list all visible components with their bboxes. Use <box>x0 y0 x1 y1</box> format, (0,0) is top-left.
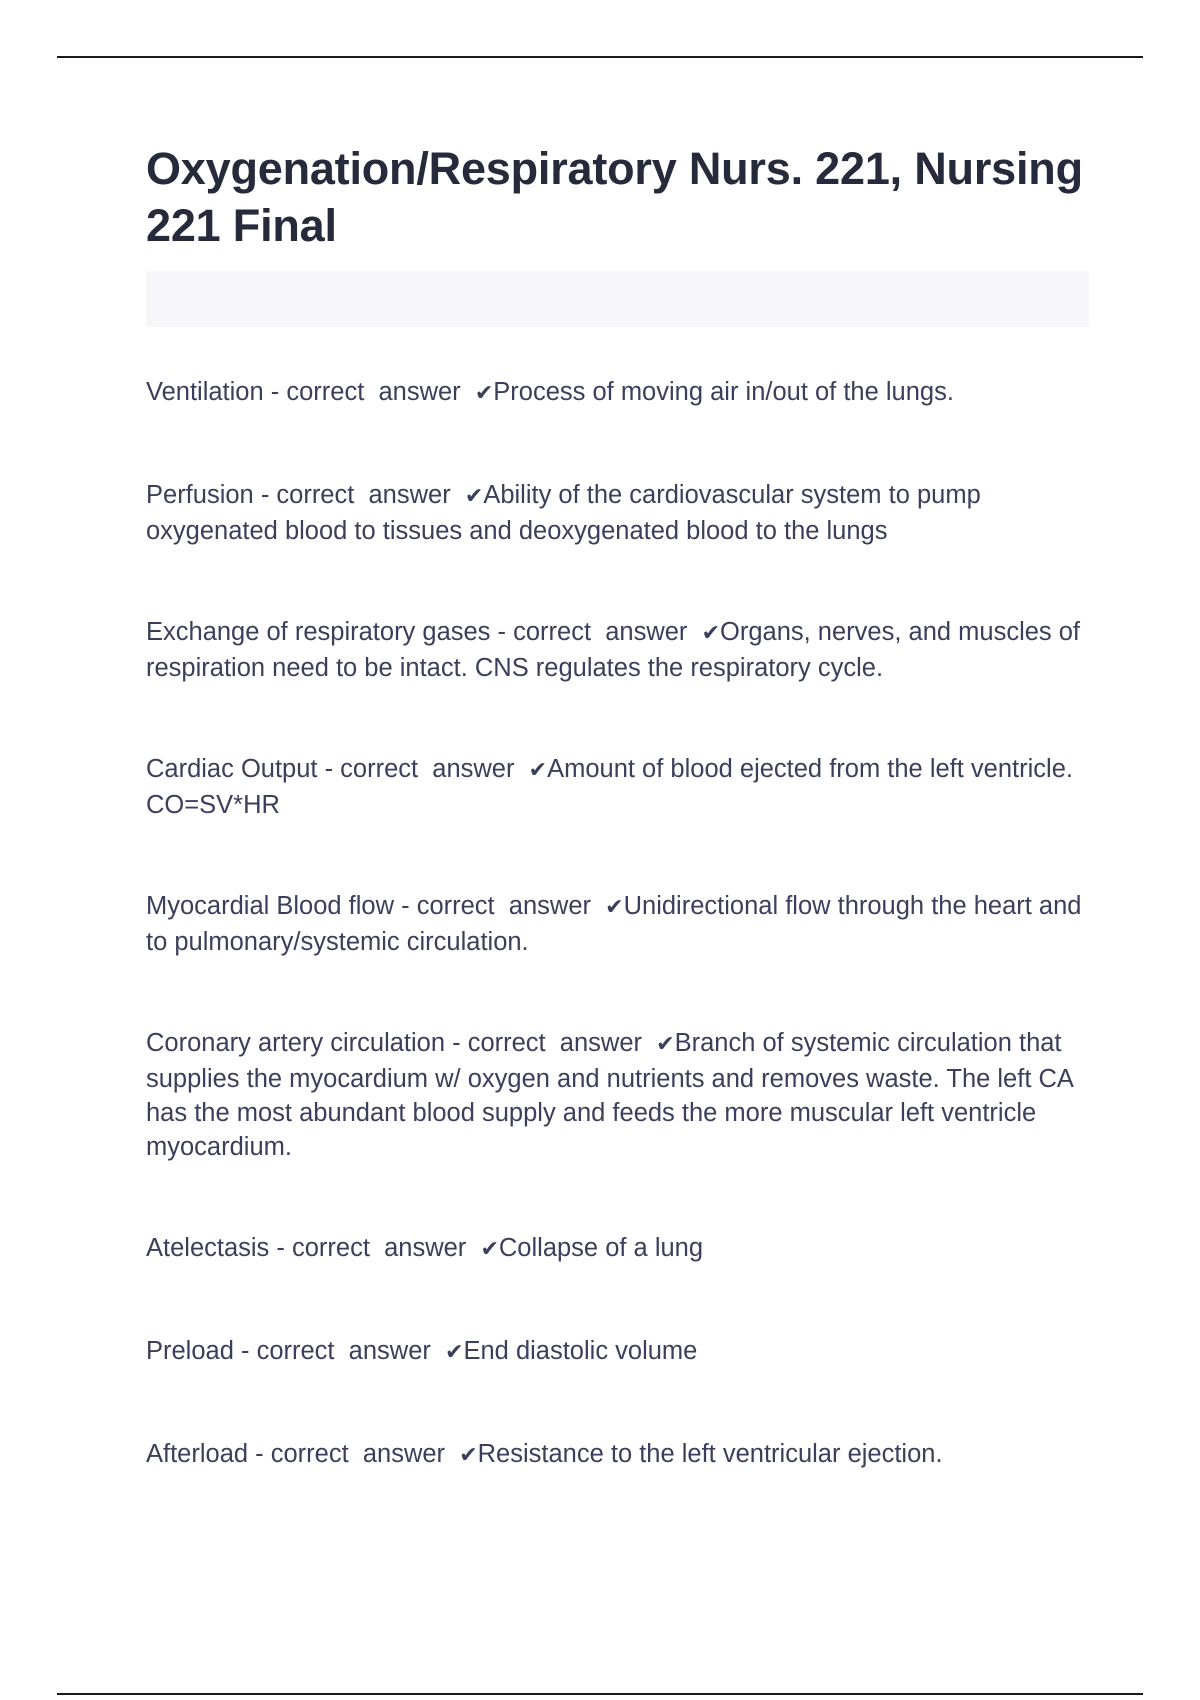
checkmark-icon: ✔ <box>445 1340 464 1365</box>
qa-term: Perfusion <box>146 481 254 509</box>
qa-term: Myocardial Blood flow <box>146 892 395 920</box>
qa-definition: Amount of blood ejected from the left ventricle. CO=SV*HR <box>146 755 1073 819</box>
checkmark-icon: ✔ <box>701 621 721 646</box>
checkmark-icon: ✔ <box>464 484 484 509</box>
qa-term: Exchange of respiratory gases <box>146 618 491 646</box>
qa-definition: Ability of the cardiovascular system to pump oxygenated blood to tissues and deoxygenated blood to the lungs <box>146 481 981 545</box>
qa-separator: - correct answer <box>445 1029 657 1057</box>
checkmark-icon: ✔ <box>474 381 494 406</box>
qa-definition: Collapse of a lung <box>498 1234 704 1262</box>
qa-term: Cardiac Output <box>146 755 318 783</box>
qa-term: Coronary artery circulation <box>146 1029 446 1057</box>
document-content <box>146 140 1092 1540</box>
qa-separator: - correct answer <box>269 1234 481 1262</box>
checkmark-icon: ✔ <box>605 895 624 920</box>
bottom-divider <box>57 1693 1143 1695</box>
qa-separator: - correct answer <box>490 618 702 646</box>
checkmark-icon: ✔ <box>459 1443 478 1468</box>
qa-definition: Branch of systemic circulation that supplies the myocardium w/ oxygen and nutrients and removes waste. The left CA has the most abundant blood supply and feeds the more muscular left ventricle myocardium. <box>146 1029 1073 1161</box>
qa-item-preload <box>146 1334 1092 1370</box>
qa-definition: Process of moving air in/out of the lungs. <box>493 378 954 406</box>
qa-separator: - correct answer <box>263 378 475 406</box>
qa-item-afterload <box>146 1437 1092 1473</box>
qa-term: Preload <box>146 1337 234 1365</box>
checkmark-icon: ✔ <box>656 1032 675 1057</box>
qa-item-exchange-of-respiratory-gases <box>146 615 1092 685</box>
qa-definition: Organs, nerves, and muscles of respiration need to be intact. CNS regulates the respiratory cycle. <box>146 618 1081 682</box>
qa-separator: - correct answer <box>248 1440 460 1468</box>
qa-item-ventilation <box>146 375 1092 411</box>
qa-definition: Unidirectional flow through the heart and to pulmonary/systemic circulation. <box>146 892 1082 956</box>
qa-definition: End diastolic volume <box>463 1337 698 1365</box>
qa-item-cardiac-output <box>146 752 1092 822</box>
checkmark-icon: ✔ <box>528 758 548 783</box>
qa-separator: - correct answer <box>233 1337 446 1365</box>
title-banner-box <box>146 271 1089 327</box>
document-title: Oxygenation/Respiratory Nurs. 221, Nursing 221 Final <box>146 143 1083 251</box>
qa-term: Ventilation <box>146 378 264 406</box>
qa-item-myocardial-blood-flow <box>146 889 1092 959</box>
qa-term: Afterload <box>146 1440 249 1468</box>
qa-item-perfusion <box>146 478 1092 548</box>
qa-separator: - correct answer <box>317 755 529 783</box>
qa-item-coronary-artery-circulation <box>146 1026 1092 1164</box>
qa-separator: - correct answer <box>253 481 465 509</box>
qa-definition: Resistance to the left ventricular ejection. <box>477 1440 943 1468</box>
checkmark-icon: ✔ <box>480 1237 499 1262</box>
qa-list <box>146 375 1092 1473</box>
top-divider <box>57 56 1143 58</box>
qa-term: Atelectasis <box>146 1234 270 1262</box>
qa-item-atelectasis <box>146 1231 1092 1267</box>
qa-separator: - correct answer <box>394 892 606 920</box>
